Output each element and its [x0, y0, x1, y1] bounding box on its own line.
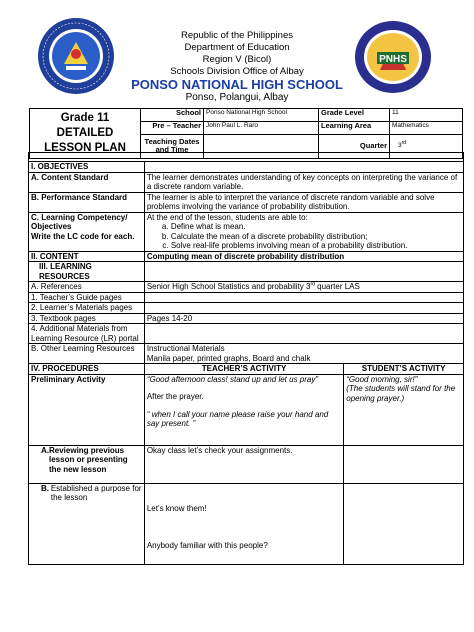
content-standard-label: A. Content Standard: [29, 172, 145, 192]
reviewing-text: Reviewing previous lesson or presenting the new lesson: [49, 445, 128, 474]
section-content: II. CONTENT: [29, 251, 145, 262]
lesson-plan-heading: LESSON PLAN: [44, 142, 126, 154]
preliminary-student-cell: [344, 374, 464, 445]
quarter-value: 3rd: [390, 134, 463, 158]
learning-area-value: Mathematics: [390, 121, 463, 134]
after-prayer: After the prayer.: [146, 392, 204, 401]
teacher-value: John Paul L. Raro: [204, 121, 319, 134]
purpose-label: B. Established a purpose for the lesson: [29, 483, 145, 564]
division-line: Schools Division Office of Albay: [170, 66, 304, 77]
grade-level-value: 11: [390, 109, 463, 122]
references-text: Senior High School Statistics and probability 3rd quarter LAS: [144, 282, 463, 293]
student-prayer: (The students will stand for the opening prayer.): [346, 384, 456, 403]
content-text: Computing mean of discrete probability distribution: [144, 251, 463, 262]
competency-c: c. Solve real-life problems involving mean of a probability distribution.: [171, 241, 461, 251]
competency-text: [144, 212, 463, 251]
competency-label: C. Learning Competency/ Objectives Write the LC code for each.: [29, 212, 145, 251]
competency-intro: At the end of the lesson, students are able to:: [146, 212, 308, 222]
region-line: Region V (Bicol): [202, 54, 272, 65]
school-seal-icon: [352, 18, 434, 96]
preliminary-activity-label: Preliminary Activity: [29, 374, 145, 445]
reviewing-label: A. Reviewing previous lesson or presenting the new lesson: [29, 445, 145, 483]
purpose-text: Established a purpose for the lesson: [50, 483, 142, 502]
school-label: School: [141, 109, 204, 122]
detailed-title: DETAILED: [56, 127, 114, 139]
spacer-row: [29, 153, 464, 162]
section-learning-resources: III. LEARNING RESOURCES: [29, 262, 145, 282]
teachers-guide-label: 1. Teacher’s Guide pages: [29, 292, 145, 303]
student-greeting: “Good morning, sir!”: [346, 374, 418, 384]
section-procedures: IV. PROCEDURES: [29, 364, 145, 375]
school-value: Ponso National High School: [204, 109, 319, 122]
grade-level-label: Grade Level: [319, 109, 390, 122]
student-activity-header: STUDENT’S ACTIVITY: [344, 364, 464, 375]
purpose-line-1: Let’s know them!: [146, 503, 207, 513]
school-name: PONSO NATIONAL HIGH SCHOOL: [131, 77, 343, 92]
purpose-line-2: Anybody familiar with this people?: [146, 541, 268, 550]
learners-materials-label: 2. Learner’s Materials pages: [29, 303, 145, 314]
roll-call-instruction: “ when I call your name please raise your hand and say present. ”: [146, 409, 329, 428]
teacher-label: Pre – Teacher: [141, 121, 204, 134]
dates-label: Teaching Dates and Time: [141, 134, 204, 158]
teacher-greeting: “Good afternoon class! stand up and let us pray”: [146, 374, 319, 384]
lesson-plan-table: [28, 152, 464, 565]
reviewing-teacher-text: Okay class let’s check your assignments.: [144, 445, 343, 483]
lesson-plan-title: [30, 109, 141, 159]
department-line: Department of Education: [184, 42, 290, 53]
school-address: Ponso, Polangui, Albay: [185, 92, 289, 103]
performance-standard-label: B. Performance Standard: [29, 192, 145, 212]
textbook-label: 3. Textbook pages: [29, 313, 145, 324]
section-objectives: I. OBJECTIVES: [29, 162, 145, 173]
other-resources-text: Instructional Materials Manila paper, printed graphs, Board and chalk: [144, 344, 463, 364]
preliminary-teacher-cell: [144, 374, 343, 445]
content-standard-text: The learner demonstrates understanding of key concepts on interpreting the variance of a discrete random variable.: [144, 172, 463, 192]
purpose-teacher-cell: [144, 483, 343, 564]
republic-line: Republic of the Philippines: [181, 30, 293, 41]
other-resources-label: B. Other Learning Resources: [29, 344, 145, 364]
grade-title: Grade 11: [60, 112, 110, 124]
quarter-label: Quarter: [319, 134, 390, 158]
school-seal-mark: PNHS: [379, 54, 407, 65]
learning-area-label: Learning Area: [319, 121, 390, 134]
competency-b: b. Calculate the mean of a discrete probability distribution;: [171, 232, 461, 242]
textbook-text: Pages 14-20: [144, 313, 463, 324]
references-label: A. References: [29, 282, 145, 293]
additional-materials-label: 4. Additional Materials from Learning Resource (LR) portal: [29, 324, 145, 344]
competency-a: a. Define what is mean.: [171, 222, 461, 232]
teacher-activity-header: TEACHER’S ACTIVITY: [144, 364, 343, 375]
letterhead: [0, 0, 474, 104]
performance-standard-text: The learner is able to interpret the variance of discrete random variable and solve problems involving the variance of probability distribution.: [144, 192, 463, 212]
